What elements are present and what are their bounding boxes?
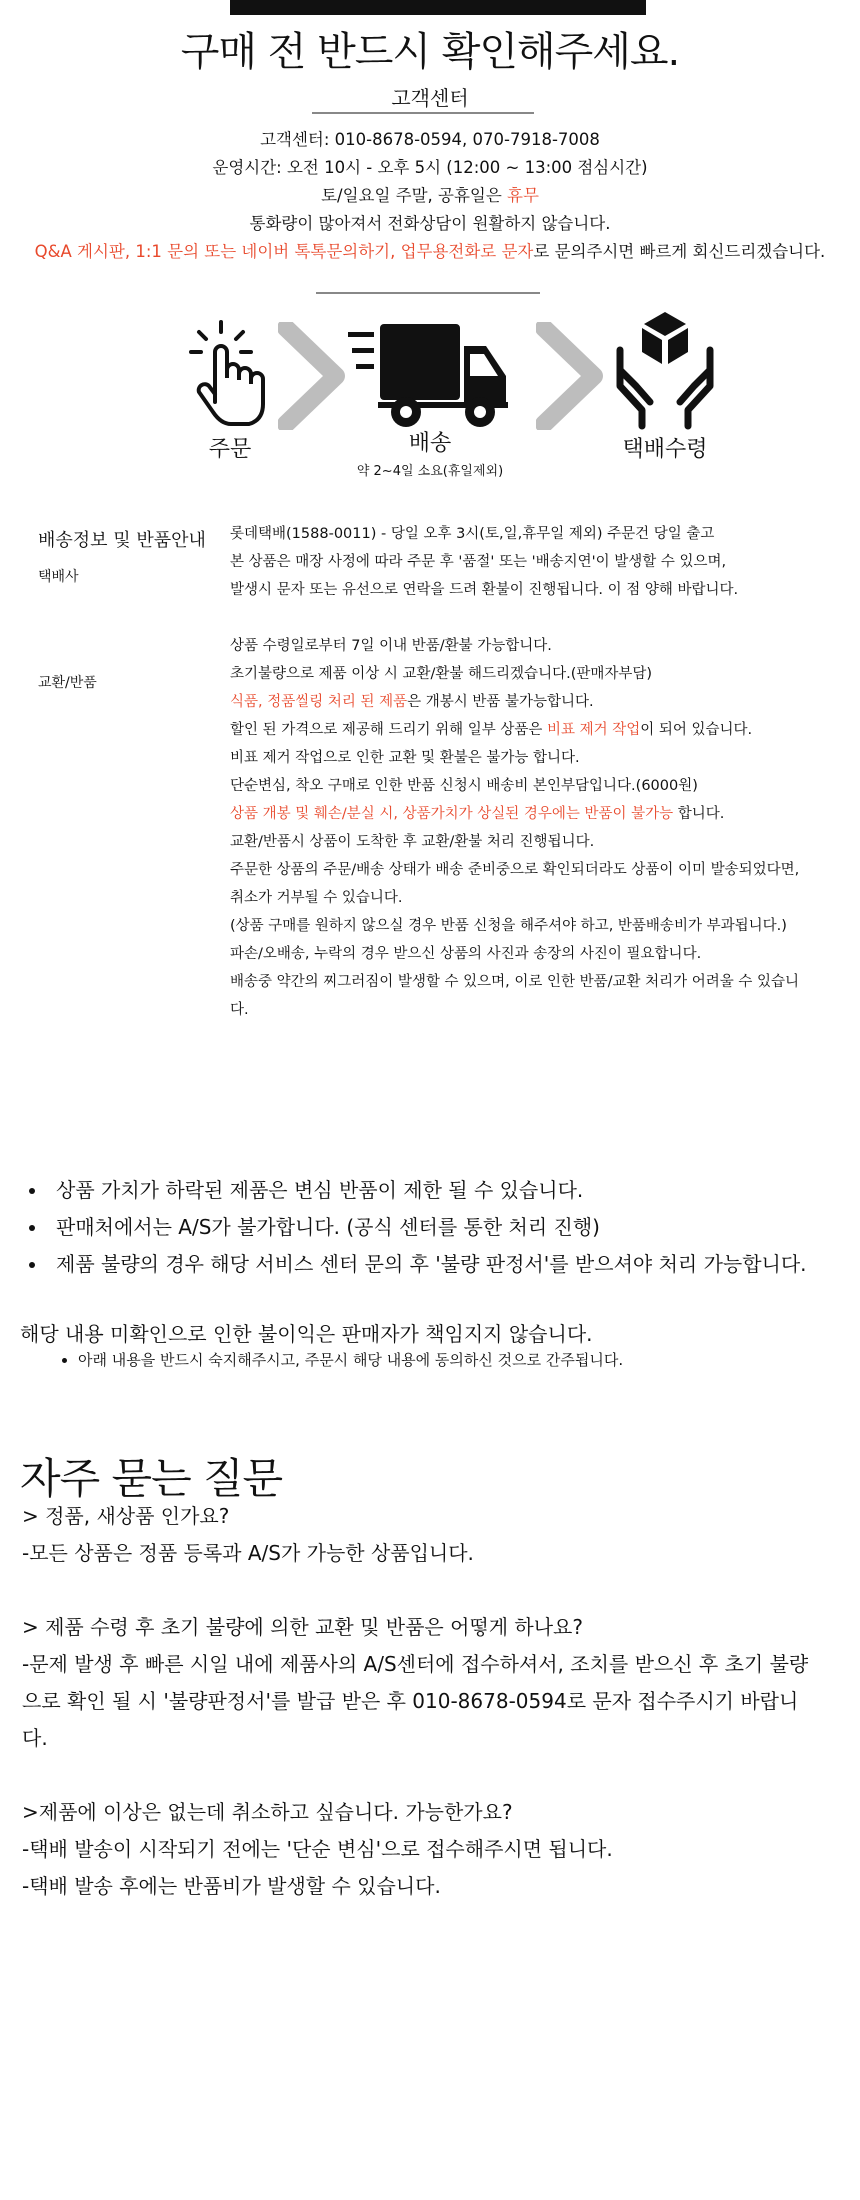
return-line: 배송중 약간의 찌그러짐이 발생할 수 있으며, 이로 인한 반품/교환 처리가 어려울 수 있습니: [230, 974, 800, 990]
qa-text: 로 문의주시면 빠르게 회신드리겠습니다.: [533, 242, 826, 261]
return-line: 파손/오배송, 누락의 경우 받으신 상품의 사진과 송장의 사진이 필요합니다.: [230, 946, 702, 962]
hand-tap-icon: [185, 318, 275, 428]
return-line: [230, 688, 850, 716]
faq-question: >제품에 이상은 없는데 취소하고 싶습니다. 가능한가요?: [22, 1800, 513, 1824]
spacer: [22, 1757, 822, 1794]
divider: [316, 292, 540, 294]
return-line: 교환/반품시 상품이 도착한 후 교환/환불 처리 진행됩니다.: [230, 834, 595, 850]
return-line: (상품 구매를 원하지 않으실 경우 반품 신청을 해주셔야 하고, 반품배송비가 부과됩니다.): [230, 918, 787, 934]
notice-list: [20, 1172, 860, 1283]
arrow-chevron-icon: [536, 322, 606, 430]
notice-item: • 제품 불량의 경우 해당 서비스 센터 문의 후 '불량 판정서'를 받으셔야 처리 가능합니다.: [48, 1246, 860, 1283]
courier-label: 택배사: [38, 569, 79, 585]
faq-answer: -문제 발생 후 빠른 시일 내에 제품사의 A/S센터에 접수하셔서, 조치를 받으신 후 초기 불량: [22, 1652, 809, 1676]
courier-line: 본 상품은 매장 사정에 따라 주문 후 '품절' 또는 '배송지연'이 발생할 수 있으며,: [230, 554, 727, 570]
return-text: 이 되어 있습니다.: [640, 722, 753, 738]
shipping-details: [230, 520, 850, 1024]
operating-hours: 운영시간: 오전 10시 - 오후 5시 (12:00 ~ 13:00 점심시간): [212, 158, 648, 177]
step-receive-label: 택배수령: [622, 437, 708, 462]
return-highlight: 상품 개봉 및 훼손/분실 시, 상품가치가 상실된 경우에는 반품이 불가능: [230, 806, 674, 822]
arrow-chevron-icon: [278, 322, 348, 430]
return-text: 합니다.: [673, 806, 725, 822]
top-black-bar: [230, 0, 646, 15]
courier-line: 발생시 문자 또는 유선으로 연락을 드려 환불이 진행됩니다. 이 점 양해 바랍니다.: [230, 582, 739, 598]
step-order-label: 주문: [208, 437, 252, 462]
delivery-truck-icon: [348, 318, 508, 430]
return-text: 할인 된 가격으로 제공해 드리기 위해 일부 상품은: [230, 722, 548, 738]
shipping-info-heading: 배송정보 및 반품안내: [38, 530, 206, 551]
hands-box-icon: [612, 310, 718, 430]
notice-item: • 상품 가치가 하락된 제품은 변심 반품이 제한 될 수 있습니다.: [48, 1172, 860, 1209]
step-shipping-label: 배송: [408, 431, 452, 456]
courier-line: 롯데택배(1588-0011) - 당일 오후 3시(토,일,휴무일 제외) 주문건 당일 출고: [230, 526, 715, 542]
return-line: [230, 716, 850, 744]
return-line: 취소가 거부될 수 있습니다.: [230, 890, 403, 906]
return-text: 은 개봉시 반품 불가능합니다.: [407, 694, 594, 710]
spacer: [230, 604, 850, 632]
faq-question: > 제품 수령 후 초기 불량에 의한 교환 및 반품은 어떻게 하나요?: [22, 1615, 583, 1639]
return-line: [230, 800, 850, 828]
return-line: 비표 제거 작업으로 인한 교환 및 환불은 불가능 합니다.: [230, 750, 580, 766]
return-highlight: 식품, 정품씰링 처리 된 제품: [230, 694, 408, 710]
faq-question: > 정품, 새상품 인가요?: [22, 1504, 230, 1528]
return-line: 단순변심, 착오 구매로 인한 반품 신청시 배송비 본인부담입니다.(6000원): [230, 778, 698, 794]
busy-notice: 통화량이 많아져서 전화상담이 원활하지 않습니다.: [249, 214, 611, 233]
return-label: 교환/반품: [38, 675, 97, 691]
return-line: 초기불량으로 제품 이상 시 교환/환불 해드리겠습니다.(판매자부담): [230, 666, 653, 682]
agreement-list: [60, 1348, 623, 1372]
page-title: 구매 전 반드시 확인해주세요.: [180, 29, 680, 75]
contact-phone: 고객센터: 010-8678-0594, 070-7918-7008: [260, 130, 600, 149]
return-highlight: 비표 제거 작업: [547, 722, 641, 738]
customer-center-title: 고객센터: [391, 86, 469, 110]
liability-warning: 해당 내용 미확인으로 인한 불이익은 판매자가 책임지지 않습니다.: [20, 1322, 593, 1346]
qa-highlight: Q&A 게시판, 1:1 문의 또는 네이버 톡톡문의하기, 업무용전화로 문자: [34, 242, 534, 261]
faq-answer: -택배 발송이 시작되기 전에는 '단순 변심'으로 접수해주시면 됩니다.: [22, 1837, 613, 1861]
qa-notice: [0, 238, 860, 262]
faq-answer: 다.: [22, 1726, 48, 1750]
step-shipping-duration: 약 2~4일 소요(휴일제외): [356, 464, 504, 479]
faq-answer: -택배 발송 후에는 반품비가 발생할 수 있습니다.: [22, 1874, 441, 1898]
divider: [312, 112, 534, 114]
holiday-highlight: 휴무: [507, 186, 539, 205]
agreement-notice: • 아래 내용을 반드시 숙지해주시고, 주문시 해당 내용에 동의하신 것으로 간주됩니다.: [78, 1348, 623, 1372]
spacer: [22, 1572, 822, 1609]
return-line: 주문한 상품의 주문/배송 상태가 배송 준비중으로 확인되더라도 상품이 이미 발송되었다면,: [230, 862, 800, 878]
notice-item: • 판매처에서는 A/S가 불가합니다. (공식 센터를 통한 처리 진행): [48, 1209, 860, 1246]
weekend-text: 토/일요일 주말, 공휴일은: [321, 186, 508, 205]
return-line: 다.: [230, 1002, 249, 1018]
faq-section: [22, 1498, 822, 1905]
faq-answer: -모든 상품은 정품 등록과 A/S가 가능한 상품입니다.: [22, 1541, 474, 1565]
weekend-notice: [0, 182, 860, 206]
faq-title: 자주 묻는 질문: [20, 1454, 283, 1503]
faq-answer: 으로 확인 될 시 '불량판정서'를 발급 받은 후 010-8678-0594로 문자 접수주시기 바랍니: [22, 1689, 799, 1713]
return-line: 상품 수령일로부터 7일 이내 반품/환불 가능합니다.: [230, 638, 552, 654]
